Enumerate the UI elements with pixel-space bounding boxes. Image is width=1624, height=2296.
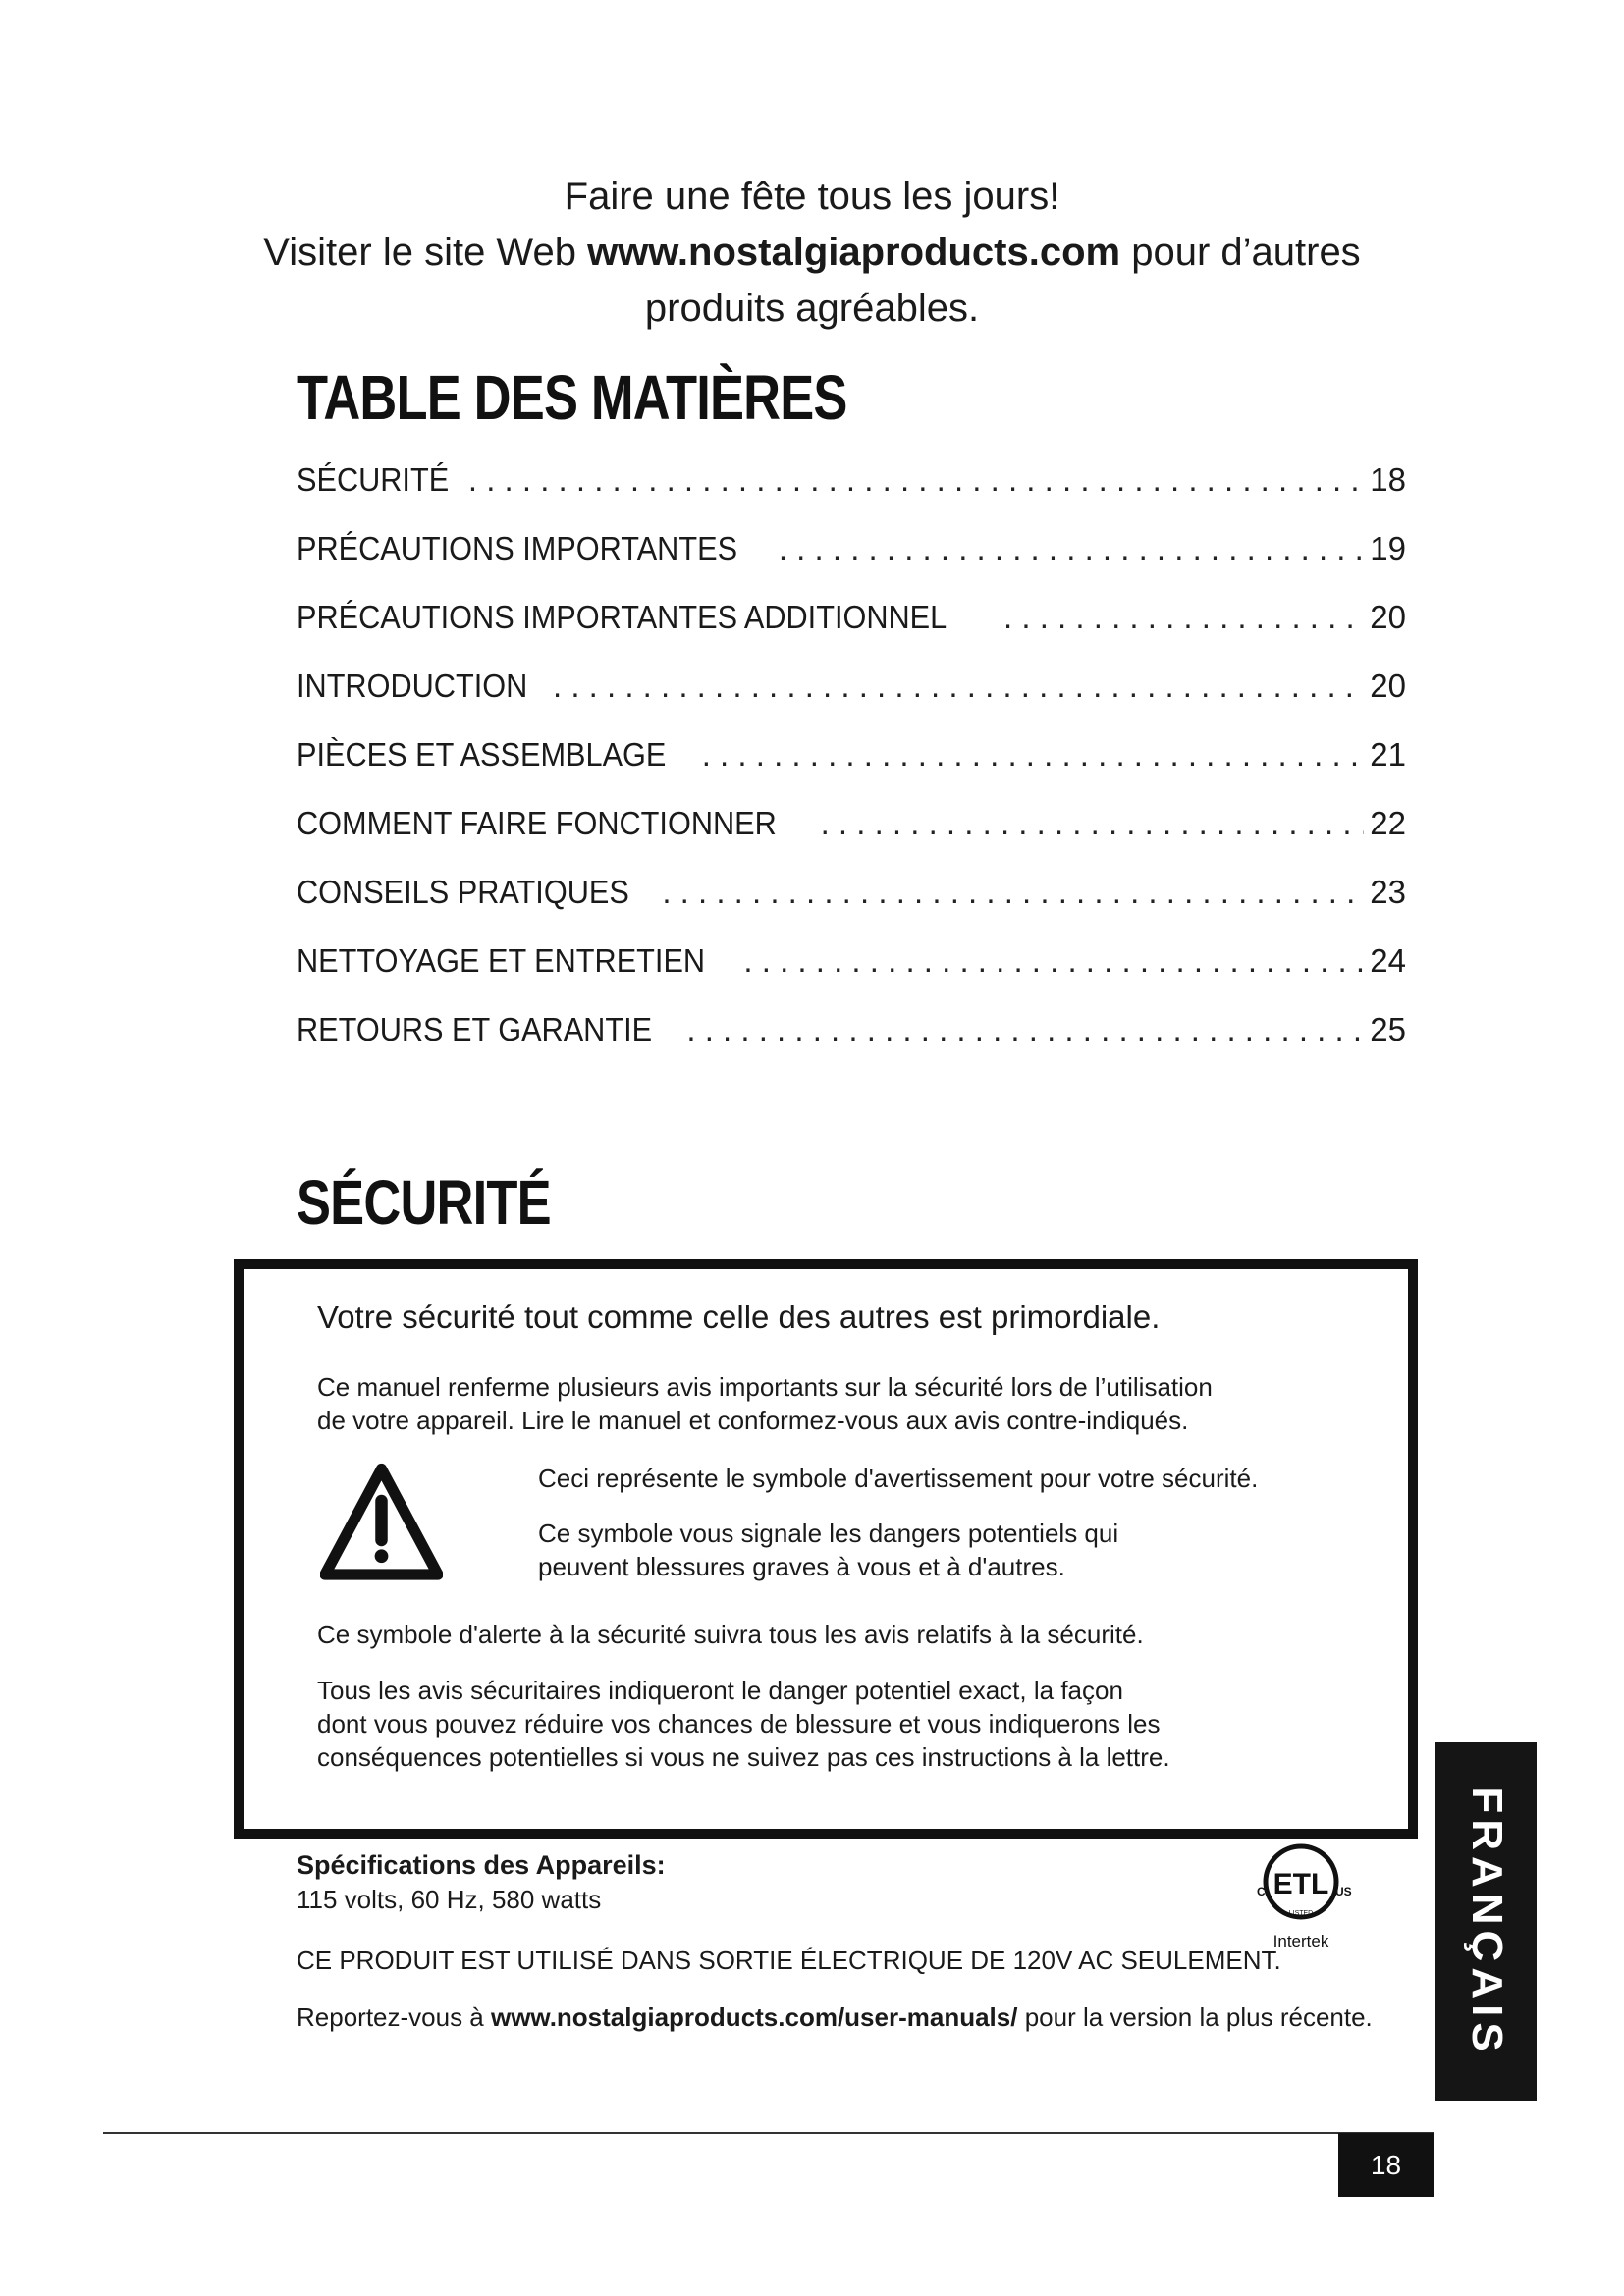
toc-leader-dots <box>779 530 1364 567</box>
toc-leader-dots <box>1003 599 1364 636</box>
safety-title: SÉCURITÉ <box>297 1167 551 1238</box>
symbol-description-2: Ce symbole vous signale les dangers potentiels qui peuvent blessures graves à vous et à d'autres. <box>538 1519 1119 1581</box>
page-number: 18 <box>1338 2133 1434 2197</box>
toc-entry-label: NETTOYAGE ET ENTRETIEN <box>297 942 706 979</box>
manual-paragraph: Ce manuel renferme plusieurs avis importants sur la sécurité lors de l’utilisation de votre appareil. Lire le manuel et conformez-vous aux avis contre-indiqués. <box>317 1372 1213 1435</box>
outlet-note: CE PRODUIT EST UTILISÉ DANS SORTIE ÉLECTRIQUE DE 120V AC SEULEMENT. <box>297 1946 1281 1975</box>
etl-us: US <box>1335 1885 1352 1898</box>
toc-entry-page: 18 <box>1370 461 1406 498</box>
intro-text <box>0 169 1624 337</box>
language-tab <box>1435 1742 1537 2101</box>
toc-entry-page: 22 <box>1370 805 1406 841</box>
warning-triangle-icon <box>320 1462 443 1584</box>
etl-mark: ETL <box>1272 1868 1329 1900</box>
alert-line: Ce symbole d'alerte à la sécurité suivra tous les avis relatifs à la sécurité. <box>317 1620 1144 1649</box>
toc-entry-page: 23 <box>1370 874 1406 910</box>
toc-leader-dots <box>662 874 1364 911</box>
user-manuals-link[interactable]: www.nostalgiaproducts.com/user-manuals/ <box>490 2002 1018 2032</box>
safety-lead: Votre sécurité tout comme celle des autres est primordiale. <box>317 1299 1161 1335</box>
toc-leader-dots <box>702 736 1365 774</box>
intro-line-2: Visiter le site Web www.nostalgiaproducts.com pour d’autres <box>263 231 1361 274</box>
intertek-label: Intertek <box>1272 1932 1329 1950</box>
toc-entry-label: PRÉCAUTIONS IMPORTANTES <box>297 530 738 566</box>
etl-listed-logo <box>1247 1831 1355 1958</box>
etl-c: C <box>1257 1885 1266 1898</box>
table-of-contents <box>297 461 1406 1080</box>
symbol-description-1: Ceci représente le symbole d'avertissement pour votre sécurité. <box>538 1464 1259 1493</box>
toc-entry-label: PIÈCES ET ASSEMBLAGE <box>297 736 667 773</box>
toc-entry[interactable] <box>297 461 1406 530</box>
toc-entry[interactable] <box>297 736 1406 805</box>
toc-title: TABLE DES MATIÈRES <box>297 362 847 433</box>
toc-entry[interactable] <box>297 874 1406 942</box>
toc-entry-page: 19 <box>1370 530 1406 566</box>
toc-entry[interactable] <box>297 667 1406 736</box>
toc-entry[interactable] <box>297 1011 1406 1080</box>
toc-entry-label: CONSEILS PRATIQUES <box>297 874 629 910</box>
toc-entry-label: INTRODUCTION <box>297 667 528 704</box>
toc-entry[interactable] <box>297 805 1406 874</box>
safety-notice-box <box>234 1259 1418 1839</box>
language-label: FRANÇAIS <box>1462 1786 1511 2057</box>
toc-entry-page: 25 <box>1370 1011 1406 1047</box>
specs-value: 115 volts, 60 Hz, 580 watts <box>297 1885 602 1914</box>
toc-leader-dots <box>553 667 1364 705</box>
etl-listed: LISTED <box>1288 1910 1314 1917</box>
toc-entry-page: 20 <box>1370 667 1406 704</box>
toc-leader-dots <box>821 805 1365 842</box>
toc-entry-page: 21 <box>1370 736 1406 773</box>
website-link[interactable]: www.nostalgiaproducts.com <box>587 231 1121 274</box>
intro-line-1: Faire une fête tous les jours! <box>564 175 1060 218</box>
toc-entry-page: 20 <box>1370 599 1406 635</box>
intro-line-3: produits agréables. <box>644 287 980 330</box>
toc-leader-dots <box>743 942 1364 980</box>
toc-leader-dots <box>468 461 1364 499</box>
toc-entry-label: SÉCURITÉ <box>297 461 450 498</box>
toc-entry[interactable] <box>297 942 1406 1011</box>
toc-entry-page: 24 <box>1370 942 1406 979</box>
toc-entry-label: COMMENT FAIRE FONCTIONNER <box>297 805 777 841</box>
toc-entry-label: PRÉCAUTIONS IMPORTANTES ADDITIONNEL <box>297 599 947 635</box>
refer-note: Reportez-vous à www.nostalgiaproducts.com/user-manuals/ pour la version la plus récente. <box>297 2002 1373 2032</box>
footer-divider <box>103 2132 1434 2134</box>
notice-paragraph: Tous les avis sécuritaires indiqueront le danger potentiel exact, la façon dont vous pouvez réduire vos chances de blessure et vous indiquerons les conséquences potentielles si vous ne suivez pas ces instructions à la lettre. <box>317 1676 1170 1772</box>
specs-title: Spécifications des Appareils: <box>297 1850 666 1880</box>
toc-entry[interactable] <box>297 599 1406 667</box>
toc-leader-dots <box>686 1011 1364 1048</box>
toc-entry[interactable] <box>297 530 1406 599</box>
toc-entry-label: RETOURS ET GARANTIE <box>297 1011 653 1047</box>
